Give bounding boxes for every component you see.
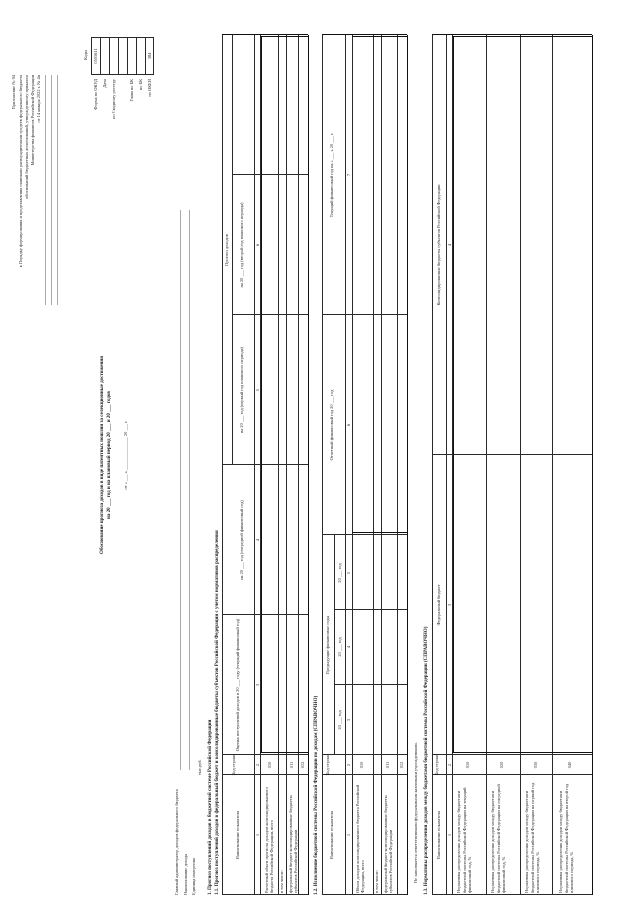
- table-row: Объем доходов консолидированного бюджета Российской Федерации, всего: [355, 784, 366, 893]
- okei-label: по ОКЕИ: [147, 79, 152, 97]
- t12-num-5: 5: [346, 571, 351, 575]
- t13-col-name: Наименование показателя: [436, 810, 441, 860]
- table-row: в том числе:: [374, 870, 379, 893]
- t13-num-3: 3: [447, 603, 452, 607]
- t12-num-4: 4: [346, 645, 351, 649]
- t12-col-report: Отчетный финансовый год 20 ___ год: [329, 389, 334, 461]
- t12-col-y2: 20 ___ год: [337, 637, 342, 657]
- unit-value: тыс.руб.: [197, 759, 202, 775]
- row-code: 030: [533, 761, 538, 769]
- bk-label: по БК: [138, 79, 143, 91]
- row-code: 010: [359, 761, 364, 769]
- row-code: 010: [267, 761, 272, 769]
- section12-note: Не заполняется ответственными федеральными казенными учреждениями.: [413, 742, 418, 883]
- t12-num-2: 2: [346, 763, 351, 767]
- t12-col-current: Текущий финансовый год на « ___ » 20 ___ г.: [329, 132, 334, 218]
- t11-col-f3: на 20 ___ год (второй год планового периода): [239, 202, 244, 288]
- t12-col-y3: 20 ___ год: [337, 563, 342, 583]
- form-date-line: от « ___ » _______________ 20 ___ г.: [123, 420, 128, 490]
- chapter-label: Глава по БК: [129, 79, 134, 102]
- table-row: Нормативы распределения доходов между бюджетами бюджетной системы Российской Федерации на второй год планового периода, %: [558, 783, 574, 893]
- row-code: 010: [465, 761, 470, 769]
- section12-title: 1.2. Исполнение бюджетной системы Российской Федерации по доходам (СПРАВОЧНО): [314, 695, 319, 895]
- t11-col-forecast: Прогноз доходов: [224, 234, 229, 266]
- t11-col-f1: на 20 ___ год (очередной финансовый год): [239, 500, 244, 580]
- t12-num-3: 3: [346, 718, 351, 722]
- income-label: Наименование дохода: [183, 853, 188, 895]
- order-line-4: от 14 января 2022 г. № 4н: [36, 75, 41, 123]
- table-row: Нормативы распределения доходов между бюджетами бюджетной системы Российской Федерации на текущий финансовый год, %: [456, 787, 472, 893]
- form-code: 0505611: [93, 48, 98, 64]
- t11-col-code: Код строки: [231, 754, 236, 776]
- row-code: 011: [289, 761, 294, 769]
- t12-col-code: Код строки: [325, 754, 330, 776]
- t12-num-7: 7: [346, 173, 351, 177]
- form-title-period: на 20 ___ год и на плановый период 20 ___ и 20 ___ годов: [107, 391, 112, 519]
- t11-num-1: 1: [255, 833, 260, 837]
- t13-num-4: 4: [447, 243, 452, 247]
- t11-col-f2: на 20 ___ год (первый год планового периода): [239, 347, 244, 433]
- table-row: Расчетный объем прогноза доходов консолидированного бюджета Российской Федерации, всего: [264, 786, 275, 893]
- appendix-number: Приложение № 94: [11, 75, 16, 110]
- t11-num-5: 5: [255, 388, 260, 392]
- row-code: 040: [567, 761, 572, 769]
- table-row: Нормативы распределения доходов между бюджетами бюджетной системы Российской Федерации на первый год планового периода, %: [524, 782, 540, 893]
- table-row: федеральный бюджет консолидированные бюджеты субъектов Российской Федерации: [288, 795, 299, 893]
- t11-col-estimate: Оценка поступлений доходов в 20 ___ году (текущий финансовый год): [235, 618, 240, 752]
- t12-num-1: 1: [346, 833, 351, 837]
- row-code: 012: [300, 761, 305, 769]
- admin-label: Главный администратор доходов федерального бюджета: [174, 789, 179, 895]
- unit-label: Единица измерения: [191, 858, 196, 895]
- t13-col-code: Код строки: [434, 754, 439, 776]
- form-label: Форма по ОКУД: [93, 79, 98, 110]
- t13-num-1: 1: [447, 833, 452, 837]
- section11-title: 1.1. Прогноз поступлений доходов в федеральный бюджет и консолидированные бюджеты субъектов Российской Федерации с учетом нормативов распределения: [215, 530, 220, 895]
- t11-col-name: Наименование показателя: [235, 810, 240, 860]
- t13-num-2: 2: [447, 763, 452, 767]
- t13-col-cons: Консолидированные бюджеты субъектов Российской Федерации: [436, 184, 441, 306]
- t11-num-4: 4: [255, 538, 260, 542]
- table-row: в том числе:: [279, 870, 284, 893]
- row-code: 020: [499, 761, 504, 769]
- okei-code: 384: [147, 52, 152, 60]
- row-code: 012: [399, 761, 404, 769]
- t12-col-y1: 20 ___ год: [337, 710, 342, 730]
- form-title: Обоснование прогноза доходов в виде патентных пошлин за селекционные достижения: [100, 356, 105, 554]
- registry-label: по Сводному реестру: [111, 79, 116, 119]
- t13-col-fed: Федеральный бюджет: [436, 584, 441, 626]
- table-row: Нормативы распределения доходов между бюджетами бюджетной системы Российской Федерации на очередной финансовый год, %: [490, 784, 506, 893]
- t12-col-name: Наименование показателя: [329, 810, 334, 860]
- t12-num-6: 6: [346, 423, 351, 427]
- order-line-2: обоснований бюджетных ассигнований, утвержденному приказом: [24, 75, 29, 199]
- t11-num-6: 6: [255, 243, 260, 247]
- date-label: Дата: [102, 79, 107, 88]
- section1-title: 1. Прогноз поступлений доходов в бюджетной системе Российской Федерации: [208, 719, 213, 895]
- t11-num-3: 3: [255, 683, 260, 687]
- order-line-1: к Порядку формирования и представления главными распорядителями средств федерального бюджета: [18, 75, 23, 268]
- t12-col-prev: Предыдущие финансовые годы: [325, 615, 330, 675]
- table-row: федеральный бюджет консолидированные бюджеты субъектов Российской Федерации: [383, 795, 394, 893]
- t11-num-2: 2: [255, 763, 260, 767]
- row-code: 011: [385, 761, 390, 769]
- section13-title: 1.3. Нормативы распределения доходов между бюджетами бюджетной системы Российской Федерации (СПРАВОЧНО): [424, 626, 429, 895]
- codes-title: Коды: [83, 50, 88, 60]
- order-line-3: Министерства финансов Российской Федерации: [30, 75, 35, 166]
